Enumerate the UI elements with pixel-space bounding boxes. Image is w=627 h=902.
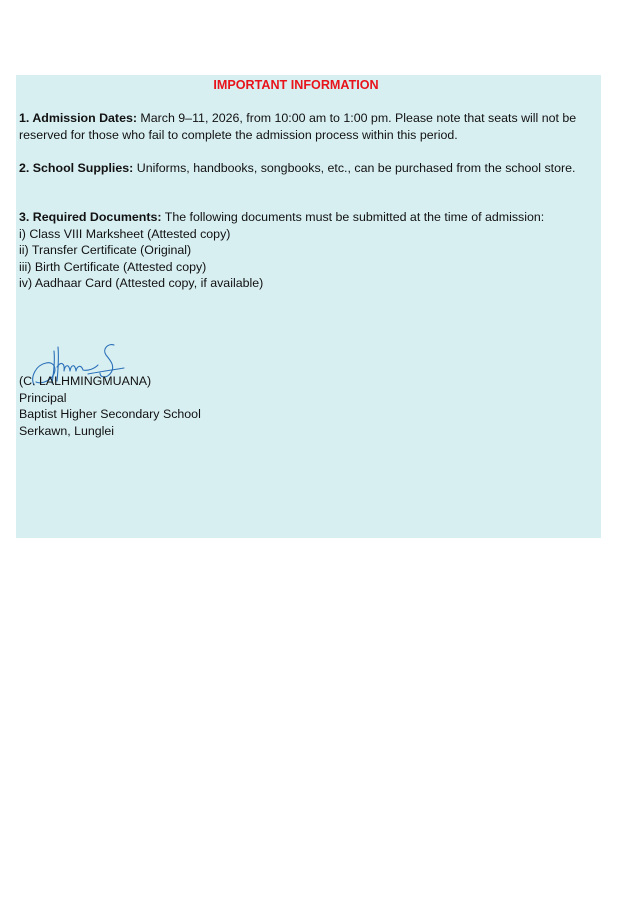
section-required-documents (19, 209, 599, 292)
signatory-institution: Baptist Higher Secondary School (19, 407, 201, 421)
signatory-location: Serkawn, Lunglei (19, 423, 115, 438)
section-label: 1. Admission Dates: (19, 111, 137, 125)
section-text: The following documents must be submitted at the time of admission: (161, 210, 545, 224)
signatory-designation: Principal (19, 390, 67, 405)
section-intro (19, 209, 599, 226)
notice-heading: IMPORTANT INFORMATION (213, 78, 379, 92)
list-item: iii) Birth Certificate (Attested copy) (19, 259, 207, 274)
section-label: 2. School Supplies: (19, 161, 134, 175)
list-item: ii) Transfer Certificate (Original) (19, 243, 192, 257)
signatory-name: (C. LALHMINGMUANA) (19, 374, 152, 388)
section-text: Uniforms, handbooks, songbooks, etc., can be purchased from the school store. (133, 161, 576, 175)
section-admission-dates (19, 110, 599, 143)
section-label: 3. Required Documents: (19, 210, 162, 224)
required-documents-list (19, 226, 599, 292)
list-item: iv) Aadhaar Card (Attested copy, if available) (19, 276, 264, 290)
list-item: i) Class VIII Marksheet (Attested copy) (19, 226, 231, 241)
section-text: March 9–11, 2026, from 10:00 am to 1:00 pm. Please note that seats will not be reserved for those who fail to complete the admission process within this period. (19, 111, 577, 142)
section-school-supplies (19, 160, 599, 177)
notice-box (16, 75, 601, 538)
signatory-block (19, 373, 201, 439)
